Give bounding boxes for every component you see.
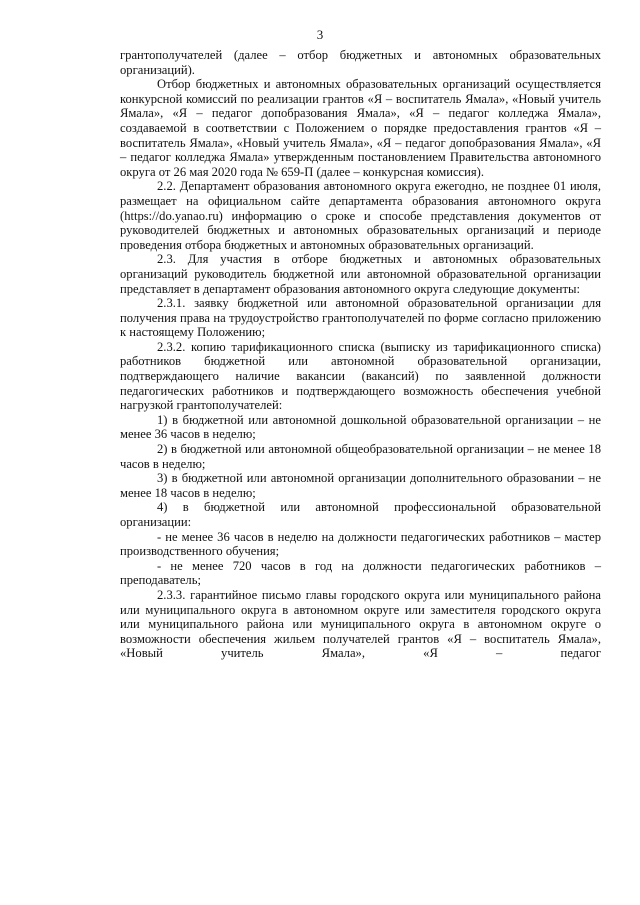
paragraph-continuation: грантополучателей (далее – отбор бюджетных и автономных образовательных организаций). <box>120 48 601 77</box>
list-item-1: 1) в бюджетной или автономной дошкольной образовательной организации – не менее 36 часов в неделю; <box>120 412 601 442</box>
paragraph-2-2: 2.2. Департамент образования автономного округа ежегодно, не позднее 01 июля, размещает на официальном сайте департамента образования автономного округа (https://do.yanao.ru) информацию о сроке и способе представления документов от руководителей бюджетных и автономных образовательных организаций и периоде проведения отбора бюджетных и автономных образовательных организаций. <box>120 179 601 252</box>
paragraph-2-3: 2.3. Для участия в отборе бюджетных и автономных образовательных организаций руководитель бюджетной или автономной образовательной организации представляет в департамент образования автономного округа следующие документы: <box>120 252 601 296</box>
document-body <box>120 48 601 661</box>
list-subitem-720-hours: - не менее 720 часов в год на должности педагогических работников – преподаватель; <box>120 558 601 588</box>
list-item-4: 4) в бюджетной или автономной профессиональной образовательной организации: <box>120 500 601 529</box>
list-item-2: 2) в бюджетной или автономной общеобразовательной организации – не менее 18 часов в неделю; <box>120 442 601 471</box>
list-item-3: 3) в бюджетной или автономной организации дополнительного образовании – не менее 18 часов в неделю; <box>120 471 601 500</box>
paragraph-selection-commission: Отбор бюджетных и автономных образовательных организаций осуществляется конкурсной комиссий по реализации грантов «Я – воспитатель Ямала», «Новый учитель Ямала», «Я – педагог допобразования Ямала», «Я – педагог колледжа Ямала», создаваемой в соответствии с Положением о порядке предоставления грантов «Я – воспитатель Ямала», «Новый учитель Ямала», «Я – педагог допобразования Ямала», «Я – педагог колледжа Ямала» утвержденным постановлением Правительства автономного округа от 26 мая 2020 года № 659-П (далее – конкурсная комиссия). <box>120 77 601 179</box>
page-number: 3 <box>316 27 324 42</box>
paragraph-2-3-2: 2.3.2. копию тарификационного списка (выписку из тарификационного списка) работников бюджетной или автономной образовательной организации, подтверждающего наличие вакансии (вакансий) по заявленной должности педагогических работников и подтверждающего возможность обеспечения учебной нагрузкой грантополучателей: <box>120 339 601 413</box>
paragraph-2-3-3: 2.3.3. гарантийное письмо главы городского округа или муниципального района или муниципального округа в автономном округе или заместителя городского округа или муниципального района или муниципального округа в автономном округе о возможности обеспечения жильем получателей грантов «Я – воспитатель Ямала», «Новый учитель Ямала», «Я – педагог <box>120 587 601 661</box>
list-subitem-36-hours: - не менее 36 часов в неделю на должности педагогических работников – мастер производственного обучения; <box>120 529 601 559</box>
paragraph-2-3-1: 2.3.1. заявку бюджетной или автономной образовательной организации для получения права на трудоустройство грантополучателей по форме согласно приложению к настоящему Положению; <box>120 296 601 340</box>
